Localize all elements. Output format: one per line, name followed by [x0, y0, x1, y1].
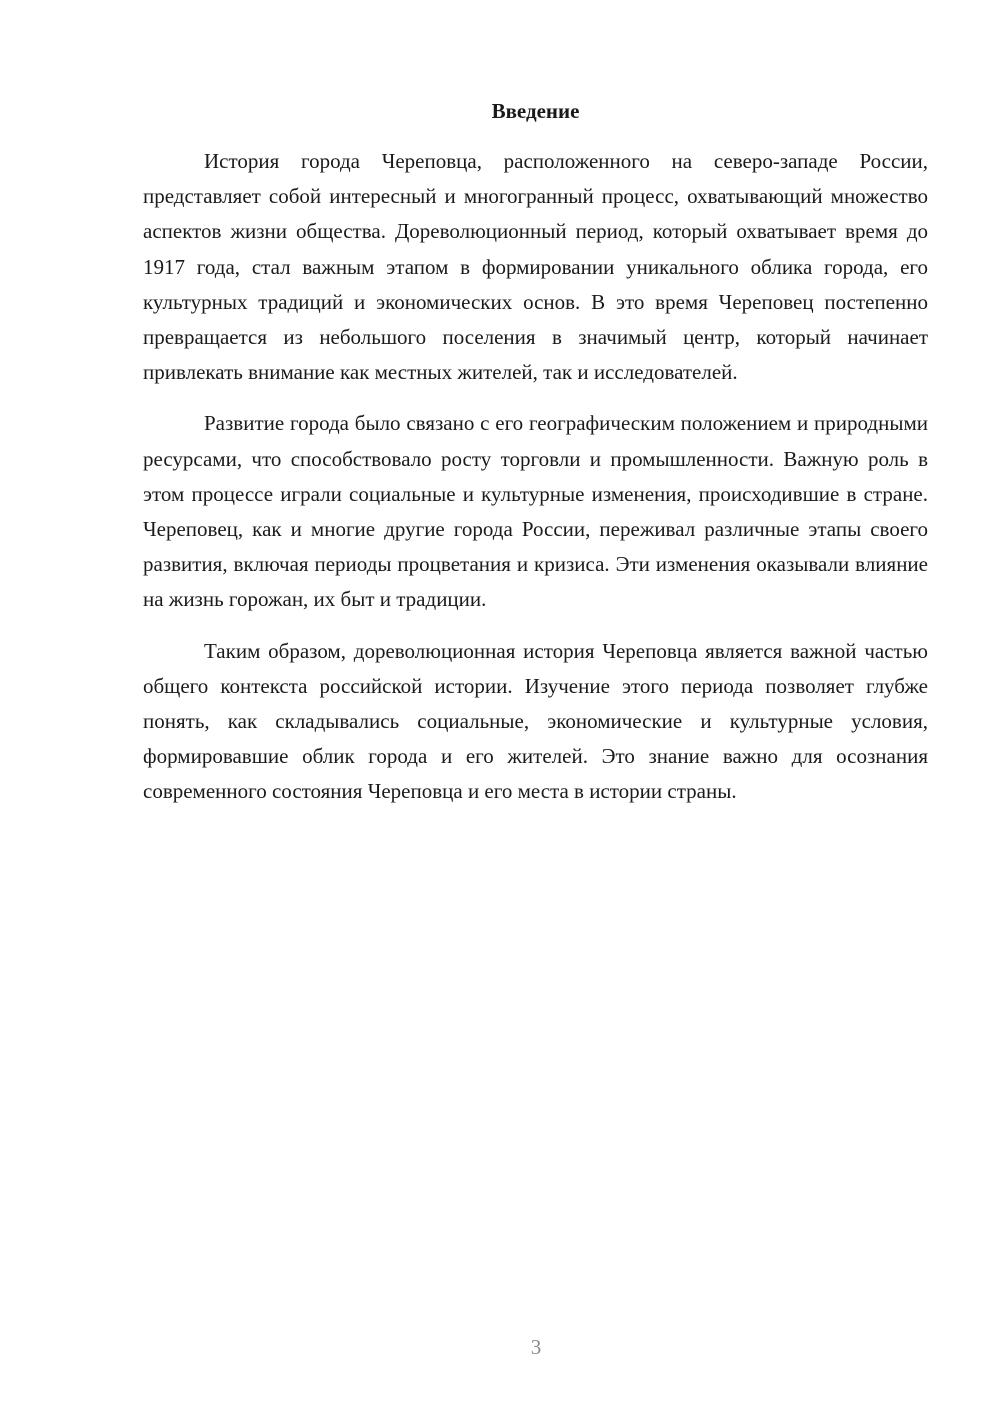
paragraph-3: Таким образом, дореволюционная история Череповца является важной частью общего контекста российской истории. Изучение этого периода позволяет глубже понять, как складывались социальные, экономические и культурные условия, формировавшие облик города и его жителей. Это знание важно для осознания современного состояния Череповца и его места в истории страны. [143, 638, 928, 804]
page-number: 3 [530, 1335, 542, 1359]
page-title: Введение [491, 99, 580, 123]
paragraph-2: Развитие города было связано с его географическим положением и природными ресурсами, что способствовало росту торговли и промышленности. Важную роль в этом процессе играли социальные и культурные изменения, происходившие в стране. Череповец, как и многие другие города России, переживал различные этапы своего развития, включая периоды процветания и кризиса. Эти изменения оказывали влияние на жизнь горожан, их быт и традиции. [143, 411, 928, 612]
document-page [143, 96, 928, 826]
paragraph-1: История города Череповца, расположенного на северо-западе России, представляет собой интересный и многогранный процесс, охватывающий множество аспектов жизни общества. Дореволюционный период, который охватывает время до 1917 года, стал важным этапом в формировании уникального облика города, его культурных традиций и экономических основ. В это время Череповец постепенно превращается из небольшого поселения в значимый центр, который начинает привлекать внимание как местных жителей, так и исследователей. [143, 149, 928, 385]
